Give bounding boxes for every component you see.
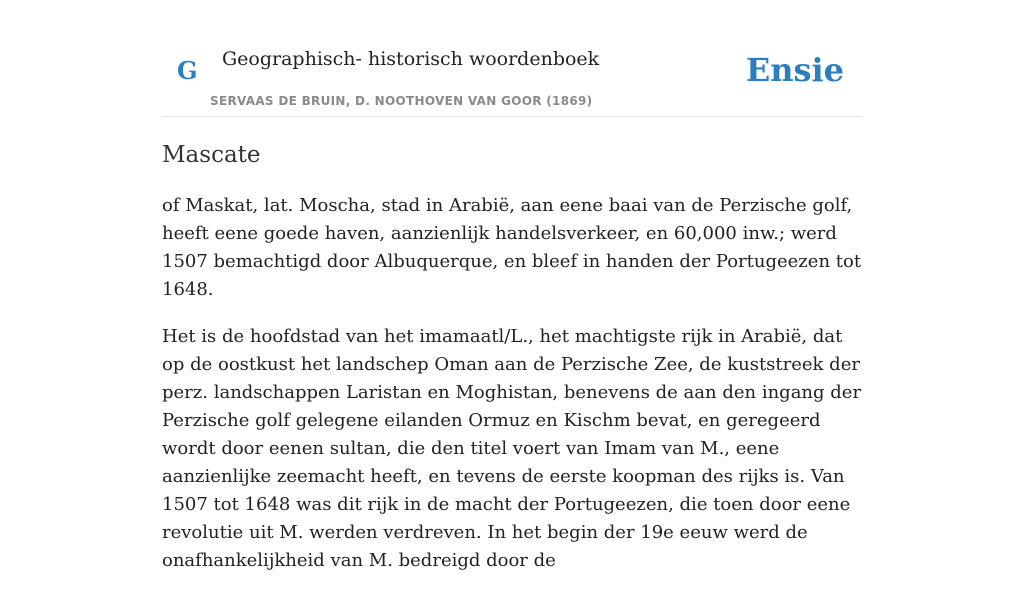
ensie-logo-link[interactable]: Ensie — [745, 51, 844, 89]
entry-title: Mascate — [162, 142, 261, 168]
entry-body — [162, 192, 862, 594]
site-header — [162, 0, 862, 117]
book-author: SERVAAS DE BRUIN, D. NOOTHOVEN VAN GOOR (1869) — [210, 94, 593, 108]
entry-paragraph: of Maskat, lat. Moscha, stad in Arabië, aan eene baai van de Perzische golf, heeft eene goede haven, aanzienlijk handelsverkeer, en 60,000 inw.; werd 1507 bemachtigd door Albuquerque, en bleef in handen der Portugeezen tot 1648. — [162, 195, 862, 300]
book-logo-icon[interactable]: G — [177, 56, 198, 85]
entry-paragraph: Het is de hoofdstad van het imamaatl/L., het machtigste rijk in Arabië, dat op de oostkust het landschep Oman aan de Perzische Zee, de kuststreek der perz. landschappen Laristan en Moghistan, benevens de aan den ingang der Perzische golf gelegene eilanden Ormuz en Kischm bevat, en geregeerd wordt door eenen sultan, die den titel voert van Imam van M., eene aanzienlijke zeemacht heeft, en tevens de eerste koopman des rijks is. Van 1507 tot 1648 was dit rijk in de macht der Portugeezen, die toen door eene revolutie uit M. werden verdreven. In het begin der 19e eeuw werd de onafhankelijkheid van M. bedreigd door de — [162, 326, 862, 571]
book-title-link[interactable]: Geographisch- historisch woordenboek — [222, 48, 600, 70]
